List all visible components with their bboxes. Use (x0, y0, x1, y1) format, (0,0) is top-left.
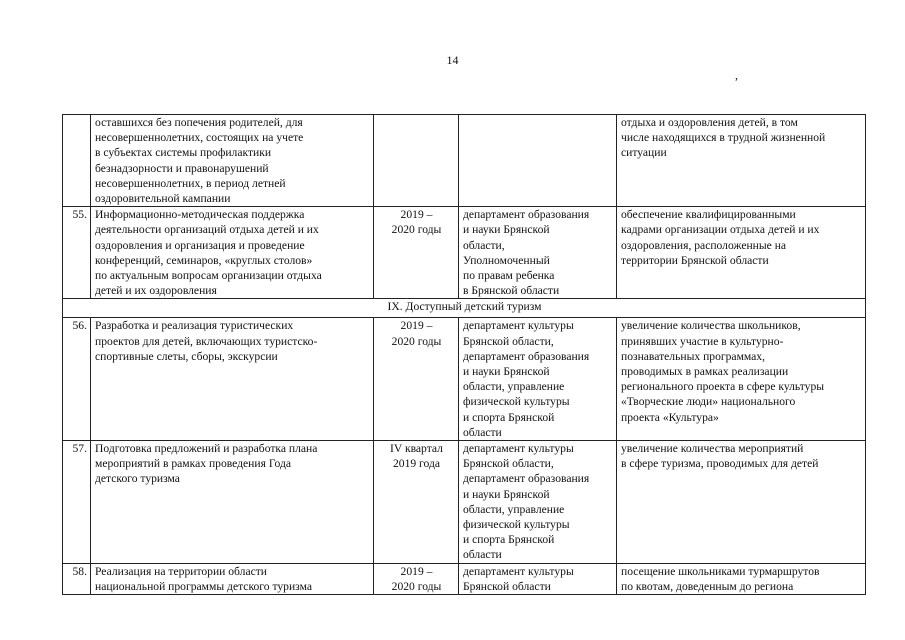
cell-line: конференций, семинаров, «круглых столов» (95, 253, 313, 267)
cell-line: 2019 – (400, 319, 433, 333)
cell-line: 2019 года (392, 457, 441, 471)
executors-cell (459, 563, 617, 594)
activity-cell (91, 115, 374, 207)
section-header-row (63, 299, 866, 318)
executors-cell (459, 115, 617, 207)
cell-line: территории Брянской области (621, 253, 769, 267)
activity-cell (91, 563, 374, 594)
cell-line: департамент образования (463, 208, 590, 222)
executors-cell (459, 318, 617, 441)
cell-line: 2020 годы (391, 334, 442, 348)
cell-line: «Творческие люди» национального (621, 395, 796, 409)
cell-line: деятельности организаций отдыха детей и их (95, 223, 319, 237)
table-row (63, 441, 866, 564)
cell-line: области (463, 425, 502, 439)
cell-line: обеспечение квалифицированными (621, 208, 796, 222)
cell-line: регионального проекта в сфере культуры (621, 380, 825, 394)
cell-line: в субъектах системы профилактики (95, 146, 272, 160)
cell-line: Подготовка предложений и разработка плана (95, 442, 318, 456)
cell-line: по актуальным вопросам организации отдыха (95, 269, 322, 283)
cell-line: проектов для детей, включающих туристско- (95, 334, 318, 348)
cell-line: увеличение количества школьников, (621, 319, 801, 333)
cell-line: и науки Брянской (463, 487, 550, 501)
cell-line: Брянской области (463, 579, 551, 593)
cell-line: 2020 годы (391, 223, 442, 237)
cell-line: Уполномоченный (463, 253, 550, 267)
cell-line: департамент образования (463, 349, 590, 363)
cell-line: оздоровительной кампании (95, 192, 231, 206)
result-cell (617, 441, 866, 564)
cell-line: и спорта Брянской (463, 533, 555, 547)
table-row (63, 115, 866, 207)
cell-line: спортивные слеты, сборы, экскурсии (95, 349, 278, 363)
item-number (63, 115, 91, 207)
cell-line: ситуации (621, 146, 667, 160)
cell-line: области, (463, 238, 505, 252)
cell-line: департамент культуры (463, 442, 574, 456)
item-number: 57. (63, 441, 91, 564)
cell-line: несовершеннолетних, состоящих на учете (95, 131, 304, 145)
table-row (63, 563, 866, 594)
cell-line: Разработка и реализация туристических (95, 319, 294, 333)
section-title: IX. Доступный детский туризм (63, 299, 866, 318)
cell-line: детей и их оздоровления (95, 284, 217, 298)
item-number: 58. (63, 563, 91, 594)
table-row (63, 318, 866, 441)
activity-cell (91, 441, 374, 564)
result-cell (617, 207, 866, 299)
stray-mark: , (735, 68, 738, 82)
cell-line: по правам ребенка (463, 269, 555, 283)
cell-line: департамент образования (463, 472, 590, 486)
cell-line: и науки Брянской (463, 223, 550, 237)
cell-line: проекта «Культура» (621, 410, 719, 424)
cell-line: кадрами организации отдыха детей и их (621, 223, 820, 237)
cell-line: в сфере туризма, проводимых для детей (621, 457, 819, 471)
cell-line: области, управление (463, 502, 565, 516)
cell-line: увеличение количества мероприятий (621, 442, 804, 456)
period-cell (374, 318, 459, 441)
table-row (63, 207, 866, 299)
cell-line: и науки Брянской (463, 365, 550, 379)
cell-line: национальной программы детского туризма (95, 579, 312, 593)
cell-line: в Брянской области (463, 284, 560, 298)
cell-line: 2019 – (400, 564, 433, 578)
cell-line: познавательных программах, (621, 349, 766, 363)
cell-line: департамент культуры (463, 319, 574, 333)
cell-line: Брянской области, (463, 457, 554, 471)
period-cell (374, 563, 459, 594)
cell-line: Информационно-методическая поддержка (95, 208, 305, 222)
cell-line: физической культуры (463, 395, 570, 409)
result-cell (617, 318, 866, 441)
cell-line: IV квартал (390, 442, 443, 456)
activity-plan-table (62, 114, 866, 595)
cell-line: детского туризма (95, 472, 180, 486)
cell-line: посещение школьниками турмаршрутов (621, 564, 820, 578)
result-cell (617, 563, 866, 594)
cell-line: оздоровления, расположенные на (621, 238, 787, 252)
cell-line: по квотам, доведенным до региона (621, 579, 794, 593)
cell-line: департамент культуры (463, 564, 574, 578)
cell-line: принявших участие в культурно- (621, 334, 784, 348)
cell-line: области (463, 548, 502, 562)
cell-line: физической культуры (463, 518, 570, 532)
result-cell (617, 115, 866, 207)
activity-plan-body (63, 115, 866, 595)
cell-line: мероприятий в рамках проведения Года (95, 457, 292, 471)
activity-cell (91, 207, 374, 299)
page-number: 14 (446, 53, 459, 67)
executors-cell (459, 441, 617, 564)
cell-line: несовершеннолетних, в период летней (95, 176, 286, 190)
cell-line: оздоровления и организация и проведение (95, 238, 305, 252)
cell-line: безнадзорности и правонарушений (95, 161, 269, 175)
cell-line: 2019 – (400, 208, 433, 222)
cell-line: отдыха и оздоровления детей, в том (621, 116, 798, 129)
executors-cell (459, 207, 617, 299)
cell-line: Брянской области, (463, 334, 554, 348)
cell-line: области, управление (463, 380, 565, 394)
cell-line: числе находящихся в трудной жизненной (621, 131, 826, 145)
period-cell (374, 207, 459, 299)
cell-line: оставшихся без попечения родителей, для (95, 116, 303, 129)
item-number: 56. (63, 318, 91, 441)
cell-line: Реализация на территории области (95, 564, 268, 578)
period-cell (374, 115, 459, 207)
cell-line: и спорта Брянской (463, 410, 555, 424)
period-cell (374, 441, 459, 564)
activity-cell (91, 318, 374, 441)
item-number: 55. (63, 207, 91, 299)
cell-line: 2020 годы (391, 579, 442, 593)
cell-line: проводимых в рамках реализации (621, 365, 789, 379)
